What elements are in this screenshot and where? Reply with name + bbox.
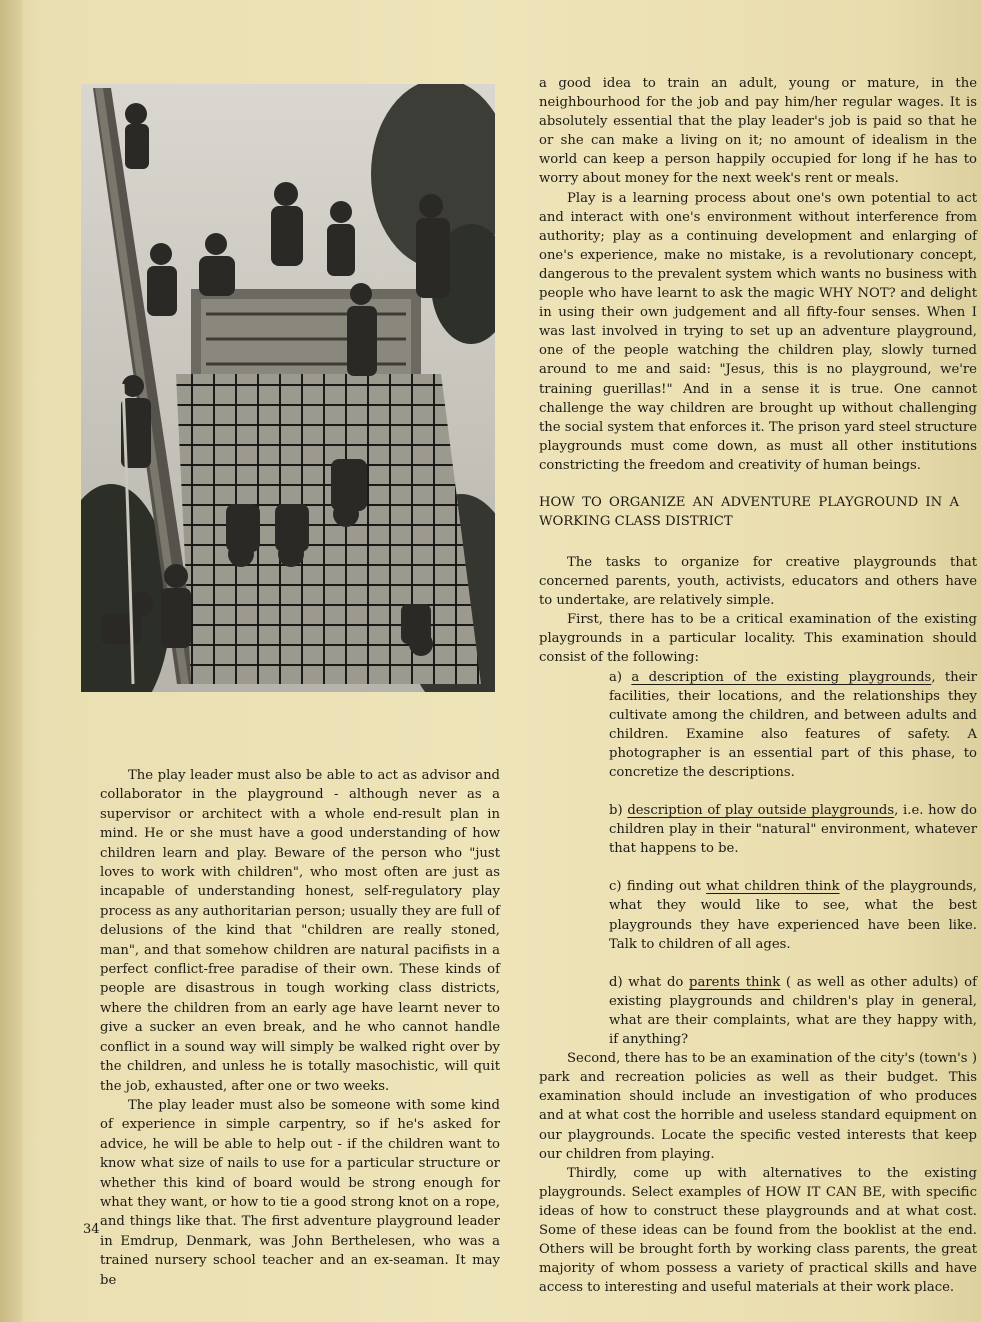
list-item-d xyxy=(609,973,977,1049)
left-paragraph-1: The play leader must also be able to act as advisor and collaborator in the playground - although never as a supervisor or architect with a whole end-result plan in mind. He or she must have a good understanding of how children learn and play. Beware of the person who "just loves to work with children", who most often are just as incapable of understanding honest, self-regulatory play process as any authoritarian person; usually they are full of delusions of the kind that "children are really stoned, man", and that somehow children are natural pacifists in a perfect conflict-free paradise of their own. These kinds of people are disastrous in tough working class districts, where the children from an early age have learnt never to give a sucker an even break, and he who cannot handle conflict in a sound way will simply be walked right over by the children, and unless he is totally masochistic, will quit the job, exhausted, after one or two weeks. xyxy=(100,768,500,1094)
page-number: 34 xyxy=(83,1222,100,1237)
item-a-rest: , their facilities, their locations, and the relationships they cultivate among the children, and between adults and children. Examine also features of safety. A photographer is an essential part of this phase, to concretize the descriptions. xyxy=(609,669,977,780)
item-c-prefix: c) finding out xyxy=(609,879,707,895)
photo-children-rope-net xyxy=(81,84,495,692)
item-c-underlined: what children think xyxy=(706,879,840,895)
list-item-a xyxy=(609,668,977,783)
item-b-rest: , i.e. how do children play in their "natural" environment, whatever that happens to be. xyxy=(609,803,977,857)
section-heading: HOW TO ORGANIZE AN ADVENTURE PLAYGROUND IN A WORKING CLASS DISTRICT xyxy=(539,494,959,529)
item-b-prefix: b) xyxy=(609,803,628,819)
first-paragraph: First, there has to be a critical examination of the existing playgrounds in a particular locality. This examination should consist of the following: xyxy=(539,612,977,666)
item-a-underlined: a description of the existing playgrounds xyxy=(631,669,932,685)
right-paragraph-2: Play is a learning process about one's own potential to act and interact with one's environment without interference from authority; play as a continuing development and enlarging of one's experience, make no mistake, is a revolutionary concept, dangerous to the prevalent system which wants no business with people who have learnt to ask the magic WHY NOT? and delight in using their own judgement and all fifty-four senses. When I was last involved in trying to set up an adventure playground, one of the people watching the children play, slowly turned around to me and said: "Jesus, this is no playground, we're training guerillas!" And in a sense it is true. One cannot challenge the way children are brought up without challenging the social system that enforces it. The prison yard steel structure playgrounds must come down, as must all other institutions constricting the freedom and creativity of human beings. xyxy=(539,190,977,473)
photo-illustration xyxy=(81,84,495,692)
item-c-rest: of the playgrounds, what they would like to see, what the best playgrounds they have experienced have been like. Talk to children of all ages. xyxy=(609,879,977,952)
page-edge xyxy=(0,0,22,1322)
left-column xyxy=(100,766,500,1290)
item-d-prefix: d) what do xyxy=(609,974,690,990)
right-column xyxy=(539,74,977,1297)
item-b-underlined: description of play outside playgrounds xyxy=(627,803,895,819)
item-d-rest: ( as well as other adults) of existing playgrounds and children's play in general, what are their complaints, what are they happy with, if anything? xyxy=(609,974,977,1048)
item-d-underlined: parents think xyxy=(689,974,781,990)
list-item-c xyxy=(609,877,977,953)
closing-paragraph-2: Thirdly, come up with alternatives to the existing playgrounds. Select examples of HOW IT CAN BE, with specific ideas of how to construct these playgrounds and at what cost. Some of these ideas can be found from the booklist at the end. Others will be brought forth by working class parents, the great majority of whom possess a variety of practical skills and have access to interesting and useful materials at their work place. xyxy=(539,1165,977,1296)
left-paragraph-2: The play leader must also be someone with some kind of experience in simple carpentry, so if he's asked for advice, he will be able to help out - if the children want to know what size of nails to use for a particular structure or whether this kind of board would be strong enough for what they want, or how to tie a good strong knot on a rope, and things like that. The first adventure playground leader in Emdrup, Denmark, was John Berthelesen, who was a trained nursery school teacher and an ex-seaman. It may be xyxy=(100,1097,500,1288)
closing-paragraph-1: Second, there has to be an examination of the city's (town's ) park and recreation policies as well as their budget. This examination should include an investigation of who produces and at what cost the horrible and useless standard equipment on our playgrounds. Locate the specific vested interests that keep our children from playing. xyxy=(539,1051,977,1162)
list-item-b xyxy=(609,801,977,858)
tasks-paragraph: The tasks to organize for creative playgrounds that concerned parents, youth, activists, educators and others have to undertake, are relatively simple. xyxy=(539,554,977,609)
right-paragraph-1: a good idea to train an adult, young or mature, in the neighbourhood for the job and pay him/her regular wages. It is absolutely essential that the play leader's job is paid so that he or she can make a living on it; no amount of idealism in the world can keep a person happily occupied for long if he has to worry about money for the next week's rent or meals. xyxy=(539,76,977,187)
item-a-prefix: a) xyxy=(609,669,632,685)
